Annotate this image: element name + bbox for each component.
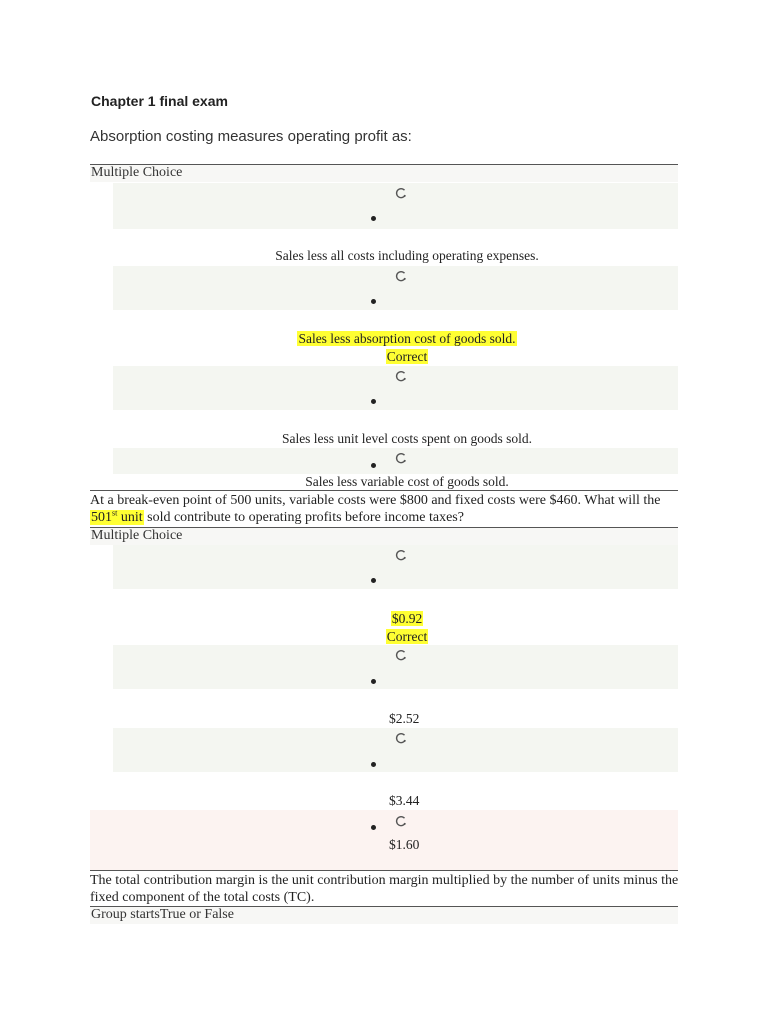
q2-text-after: sold contribute to operating profits before income taxes? — [143, 510, 464, 525]
question-3-text: The total contribution margin is the unit contribution margin multiplied by the number of units minus the fixed component of the total costs (TC). — [90, 873, 679, 905]
q2-option-1-text-wrap — [136, 611, 678, 627]
list-bullet — [371, 762, 376, 767]
q2-option-2-text: $2.52 — [389, 711, 420, 726]
q2-highlight-num: 501 — [91, 510, 112, 525]
q2-option-1-feedback-wrap — [136, 629, 678, 645]
list-bullet — [371, 679, 376, 684]
q2-highlight — [90, 510, 144, 525]
radio-circle-icon — [395, 452, 407, 464]
q2-option-1-text: $0.92 — [391, 611, 423, 626]
radio-circle-icon — [395, 732, 407, 744]
question-2-type: Multiple Choice — [91, 528, 183, 543]
question-1-text: Absorption costing measures operating profit as: — [90, 128, 412, 145]
list-bullet — [371, 825, 376, 830]
q2-option-3-text: $3.44 — [389, 793, 420, 808]
q1-option-3-radio[interactable] — [394, 369, 408, 383]
q1-option-2-text: Sales less absorption cost of goods sold. — [298, 331, 516, 346]
q2-option-3-radio[interactable] — [394, 731, 408, 745]
radio-circle-icon — [395, 649, 407, 661]
q1-option-2-text-wrap — [136, 331, 678, 347]
q2-option-1-radio[interactable] — [394, 548, 408, 562]
page-title: Chapter 1 final exam — [91, 93, 228, 109]
list-bullet — [371, 578, 376, 583]
radio-circle-icon — [395, 549, 407, 561]
q1-option-2-radio[interactable] — [394, 269, 408, 283]
q2-text-before: At a break-even point of 500 units, variable costs were $800 and fixed costs were $460. What will the — [90, 493, 661, 508]
q2-option-2-radio[interactable] — [394, 648, 408, 662]
question-3-type: Group startsTrue or False — [91, 907, 234, 922]
radio-circle-icon — [395, 815, 407, 827]
q1-option-4-text: Sales less variable cost of goods sold. — [305, 474, 509, 489]
radio-circle-icon — [395, 270, 407, 282]
divider — [90, 490, 678, 491]
q1-option-4-radio[interactable] — [394, 451, 408, 465]
q1-option-1-radio[interactable] — [394, 186, 408, 200]
q1-option-2-feedback-wrap — [136, 349, 678, 365]
q2-option-4-radio[interactable] — [394, 814, 408, 828]
q2-option-4-band — [90, 810, 678, 870]
q1-option-3-text: Sales less unit level costs spent on goods sold. — [281, 431, 533, 446]
q1-option-1-text: Sales less all costs including operating expenses. — [275, 248, 539, 263]
list-bullet — [371, 299, 376, 304]
list-bullet — [371, 399, 376, 404]
question-2-text — [90, 492, 680, 526]
question-1-type: Multiple Choice — [91, 165, 183, 180]
q2-highlight-sup: st — [112, 508, 118, 518]
correct-feedback: Correct — [386, 349, 428, 364]
q2-option-4-text: $1.60 — [389, 837, 420, 852]
list-bullet — [371, 216, 376, 221]
q2-highlight-word: unit — [117, 510, 143, 525]
divider — [90, 870, 678, 871]
radio-circle-icon — [395, 187, 407, 199]
list-bullet — [371, 463, 376, 468]
radio-circle-icon — [395, 370, 407, 382]
correct-feedback: Correct — [386, 629, 428, 644]
